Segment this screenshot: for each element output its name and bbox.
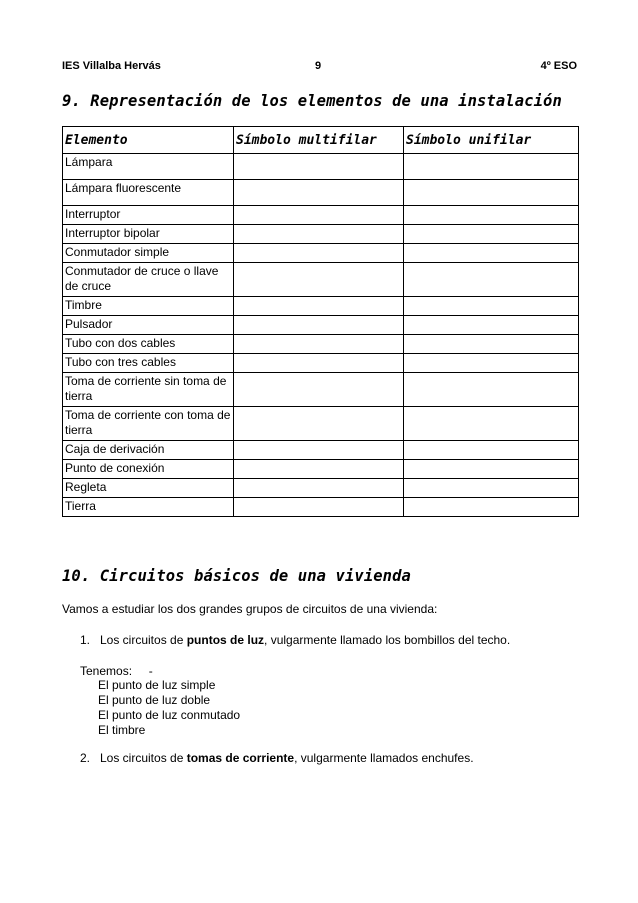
table-row	[63, 297, 579, 316]
table-row	[63, 498, 579, 517]
list-text-pre: Los circuitos de	[100, 751, 187, 765]
table-row	[63, 206, 579, 225]
list-text-post: , vulgarmente llamado los bombillos del techo.	[264, 633, 511, 647]
unifilar-symbol-cell	[404, 460, 579, 479]
list-text-bold: puntos de luz	[186, 633, 265, 647]
list-text-bold: tomas de corriente	[186, 751, 295, 765]
table-header-row	[63, 127, 579, 154]
column-header-unifilar: Símbolo unifilar	[404, 127, 579, 154]
page-number: 9	[315, 60, 322, 72]
sublist	[98, 678, 240, 738]
course-label: 4º ESO	[540, 60, 577, 72]
multifilar-symbol-cell	[234, 263, 404, 297]
multifilar-symbol-cell	[234, 335, 404, 354]
element-name-cell: Conmutador de cruce o llave de cruce	[63, 263, 234, 297]
table-row	[63, 354, 579, 373]
element-name-cell: Punto de conexión	[63, 460, 234, 479]
school-name: IES Villalba Hervás	[62, 60, 161, 72]
table-row	[63, 244, 579, 263]
multifilar-symbol-cell	[234, 154, 404, 180]
element-name-cell: Tierra	[63, 498, 234, 517]
unifilar-symbol-cell	[404, 354, 579, 373]
element-name-cell: Lámpara	[63, 154, 234, 180]
elements-table	[62, 126, 579, 517]
list-item-sockets	[80, 751, 474, 766]
list-text-pre: Los circuitos de	[100, 633, 187, 647]
element-name-cell: Lámpara fluorescente	[63, 180, 234, 206]
unifilar-symbol-cell	[404, 225, 579, 244]
column-header-element: Elemento	[63, 127, 234, 154]
unifilar-symbol-cell	[404, 154, 579, 180]
unifilar-symbol-cell	[404, 206, 579, 225]
element-name-cell: Conmutador simple	[63, 244, 234, 263]
sublist-item: El punto de luz conmutado	[98, 708, 241, 722]
element-name-cell: Pulsador	[63, 316, 234, 335]
multifilar-symbol-cell	[234, 354, 404, 373]
element-name-cell: Regleta	[63, 479, 234, 498]
unifilar-symbol-cell	[404, 479, 579, 498]
multifilar-symbol-cell	[234, 373, 404, 407]
tenemos-label: Tenemos: -	[80, 664, 153, 678]
element-name-cell: Tubo con tres cables	[63, 354, 234, 373]
multifilar-symbol-cell	[234, 441, 404, 460]
section-9-title: 9. Representación de los elementos de una instalación	[62, 92, 562, 110]
multifilar-symbol-cell	[234, 180, 404, 206]
multifilar-symbol-cell	[234, 479, 404, 498]
multifilar-symbol-cell	[234, 498, 404, 517]
table-row	[63, 263, 579, 297]
unifilar-symbol-cell	[404, 316, 579, 335]
multifilar-symbol-cell	[234, 225, 404, 244]
unifilar-symbol-cell	[404, 441, 579, 460]
multifilar-symbol-cell	[234, 244, 404, 263]
unifilar-symbol-cell	[404, 180, 579, 206]
sublist-item: El timbre	[98, 723, 146, 737]
table-row	[63, 225, 579, 244]
sublist-item: El punto de luz simple	[98, 678, 216, 692]
sublist-item: El punto de luz doble	[98, 693, 211, 707]
multifilar-symbol-cell	[234, 316, 404, 335]
unifilar-symbol-cell	[404, 373, 579, 407]
unifilar-symbol-cell	[404, 297, 579, 316]
table-row	[63, 316, 579, 335]
multifilar-symbol-cell	[234, 460, 404, 479]
section-10-title: 10. Circuitos básicos de una vivienda	[62, 567, 411, 585]
unifilar-symbol-cell	[404, 407, 579, 441]
element-name-cell: Interruptor bipolar	[63, 225, 234, 244]
list-text-post: , vulgarmente llamados enchufes.	[294, 751, 474, 765]
multifilar-symbol-cell	[234, 206, 404, 225]
table-row	[63, 407, 579, 441]
list-number: 2.	[80, 751, 91, 765]
unifilar-symbol-cell	[404, 498, 579, 517]
intro-paragraph: Vamos a estudiar los dos grandes grupos de circuitos de una vivienda:	[62, 602, 438, 616]
column-header-multifilar: Símbolo multifilar	[234, 127, 404, 154]
element-name-cell: Tubo con dos cables	[63, 335, 234, 354]
multifilar-symbol-cell	[234, 407, 404, 441]
list-item-lights	[80, 633, 510, 648]
table-row	[63, 180, 579, 206]
list-number: 1.	[80, 633, 91, 647]
element-name-cell: Interruptor	[63, 206, 234, 225]
table-row	[63, 154, 579, 180]
element-name-cell: Timbre	[63, 297, 234, 316]
element-name-cell: Toma de corriente con toma de tierra	[63, 407, 234, 441]
multifilar-symbol-cell	[234, 297, 404, 316]
table-row	[63, 335, 579, 354]
unifilar-symbol-cell	[404, 244, 579, 263]
table-row	[63, 373, 579, 407]
table-row	[63, 479, 579, 498]
table-row	[63, 441, 579, 460]
table-row	[63, 460, 579, 479]
element-name-cell: Toma de corriente sin toma de tierra	[63, 373, 234, 407]
unifilar-symbol-cell	[404, 335, 579, 354]
element-name-cell: Caja de derivación	[63, 441, 234, 460]
unifilar-symbol-cell	[404, 263, 579, 297]
page-header	[62, 60, 577, 76]
